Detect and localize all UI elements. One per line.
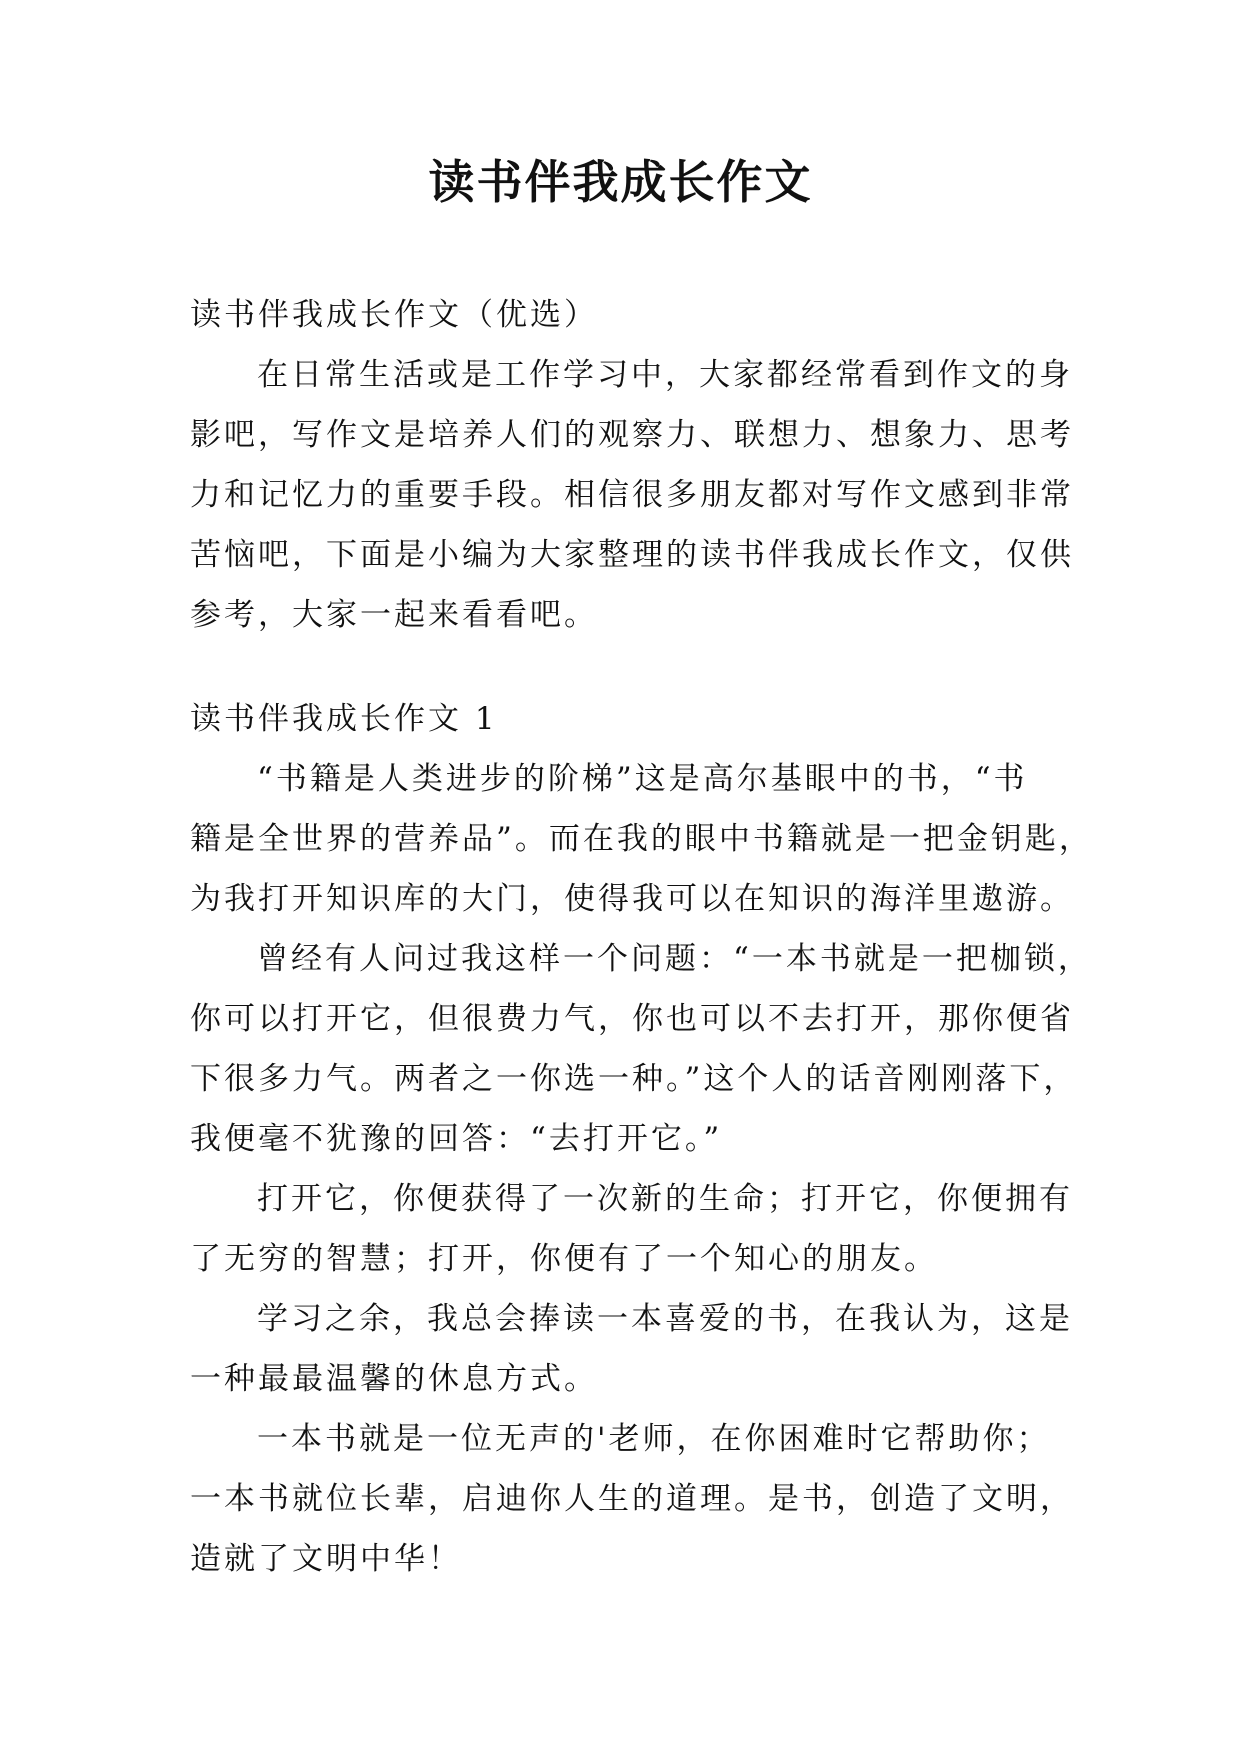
essay-line: 下很多力气。两者之一你选一种。”这个人的话音刚刚落下，: [190, 1061, 1078, 1097]
essay-line: 学习之余，我总会捧读一本喜爱的书，在我认为，这是: [257, 1301, 1073, 1337]
intro-heading: 读书伴我成长作文（优选）: [190, 297, 598, 333]
essay-line: 为我打开知识库的大门，使得我可以在知识的海洋里遨游。: [190, 881, 1074, 917]
essay-paragraph: [190, 1169, 1073, 1289]
essay-line: 打开它，你便获得了一次新的生命；打开它，你便拥有: [257, 1181, 1073, 1217]
essay-line: 一本书就是一位无声的'老师，在你困难时它帮助你；: [257, 1421, 1051, 1457]
intro-paragraph: [190, 345, 1074, 645]
essay-line: 一种最最温馨的休息方式。: [190, 1361, 598, 1397]
essay-paragraph: [190, 1289, 1073, 1409]
essay-paragraph: [190, 929, 1092, 1169]
essay-paragraph: [190, 749, 1093, 929]
essay-paragraph: [190, 1409, 1074, 1589]
essay-line: 我便毫不犹豫的回答：“去打开它。”: [190, 1121, 723, 1157]
intro-line: 在日常生活或是工作学习中，大家都经常看到作文的身: [257, 357, 1073, 393]
intro-line: 苦恼吧，下面是小编为大家整理的读书伴我成长作文，仅供: [190, 537, 1074, 573]
intro-line: 参考，大家一起来看看吧。: [190, 597, 598, 633]
essay-line: 曾经有人问过我这样一个问题：“一本书就是一把枷锁，: [257, 941, 1092, 977]
document-body: [190, 285, 1093, 1589]
essay-line: 你可以打开它，但很费力气，你也可以不去打开，那你便省: [190, 1001, 1074, 1037]
essay-line: 一本书就位长辈，启迪你人生的道理。是书，创造了文明，: [190, 1481, 1074, 1517]
document-title: 读书伴我成长作文: [428, 155, 813, 209]
essay-line: 造就了文明中华！: [190, 1541, 462, 1577]
section-spacer: [190, 645, 1070, 689]
essay-line: 了无穷的智慧；打开，你便有了一个知心的朋友。: [190, 1241, 938, 1277]
intro-line: 力和记忆力的重要手段。相信很多朋友都对写作文感到非常: [190, 477, 1074, 513]
essay-line: 籍是全世界的营养品”。而在我的眼中书籍就是一把金钥匙，: [190, 821, 1093, 857]
essay-heading: 读书伴我成长作文 1: [190, 701, 498, 737]
intro-line: 影吧，写作文是培养人们的观察力、联想力、想象力、思考: [190, 417, 1074, 453]
essay-line: “书籍是人类进步的阶梯”这是高尔基眼中的书，“书: [257, 761, 1028, 797]
